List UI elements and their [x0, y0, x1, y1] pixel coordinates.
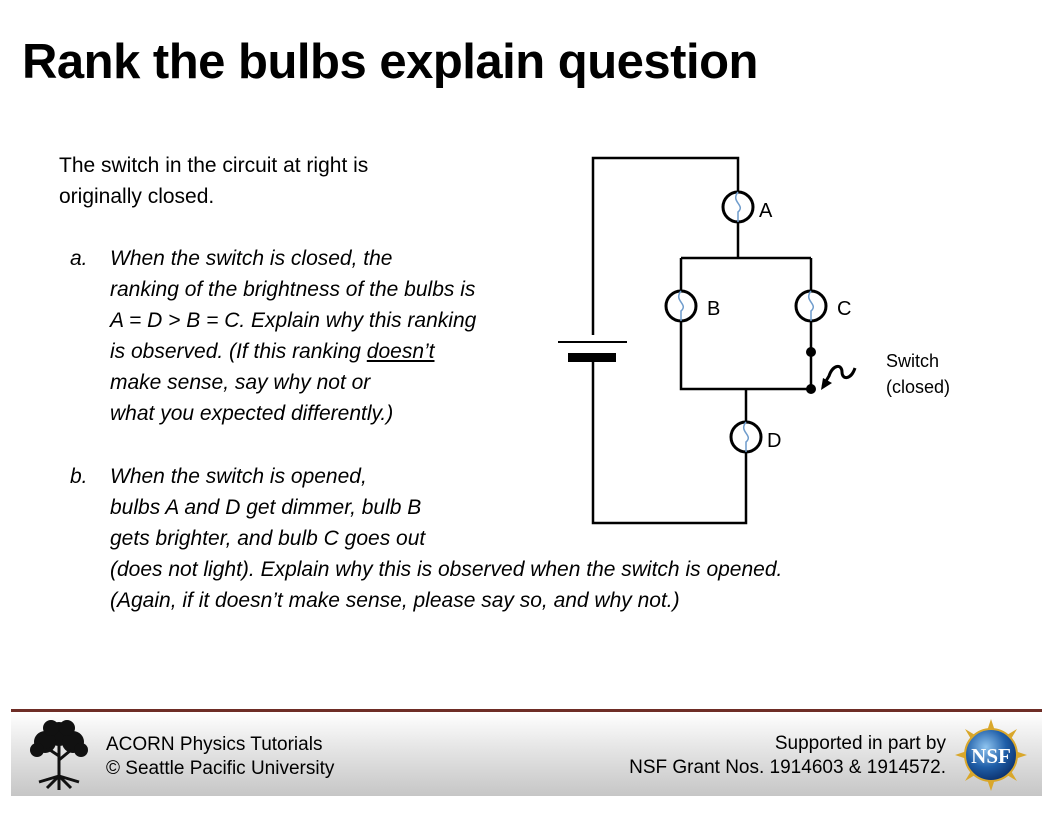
question-line: (does not light). Explain why this is observed when the switch is opened. — [110, 558, 783, 581]
battery-icon — [558, 342, 627, 362]
nsf-logo-icon — [955, 719, 1027, 791]
question-b-label: b. — [70, 465, 88, 488]
footer-line: Supported in part by — [774, 733, 946, 754]
switch-icon — [806, 347, 855, 394]
footer-line: © Seattle Pacific University — [106, 758, 335, 779]
footer-support — [629, 732, 946, 780]
bulb-label-a: A — [759, 200, 773, 222]
question-line: When the switch is opened, — [110, 465, 367, 488]
question-line: When the switch is closed, the — [110, 247, 393, 270]
bulb-a-icon — [723, 192, 753, 222]
intro-text — [59, 150, 368, 212]
question-line: gets brighter, and bulb C goes out — [110, 527, 426, 550]
bulb-label-c: C — [837, 298, 852, 320]
question-line-text: is observed. (If this ranking — [110, 340, 367, 363]
intro-line: The switch in the circuit at right is — [59, 154, 369, 177]
bulb-d-icon — [731, 422, 761, 452]
circuit-diagram — [550, 150, 970, 535]
bulb-label-b: B — [707, 298, 721, 320]
question-a-text — [110, 243, 476, 429]
question-line: make sense, say why not or — [110, 371, 371, 394]
underlined-word: doesn’t — [366, 340, 435, 363]
question-line: what you expected differently.) — [110, 402, 394, 425]
nsf-logo-text: NSF — [971, 744, 1011, 768]
footer-credits — [106, 733, 334, 781]
question-line: ranking of the brightness of the bulbs is — [110, 278, 476, 301]
footer-bar — [11, 709, 1042, 796]
question-line: A = D > B = C. Explain why this ranking — [110, 309, 477, 332]
bulb-b-icon — [666, 291, 696, 321]
bulb-c-icon — [796, 291, 826, 321]
question-line: (Again, if it doesn’t make sense, please say so, and why not.) — [110, 589, 680, 612]
tree-logo-icon — [27, 716, 91, 792]
switch-label: Switch — [886, 351, 940, 371]
footer-line: ACORN Physics Tutorials — [106, 734, 323, 755]
question-line: bulbs A and D get dimmer, bulb B — [110, 496, 422, 519]
switch-state-label: (closed) — [886, 377, 951, 397]
footer-line: NSF Grant Nos. 1914603 & 1914572. — [629, 757, 946, 778]
question-line — [110, 336, 476, 367]
slide-title: Rank the bulbs explain question — [22, 35, 758, 89]
circuit-wires — [593, 158, 811, 523]
question-a-label: a. — [70, 247, 88, 270]
intro-line: originally closed. — [59, 185, 215, 208]
bulb-label-d: D — [767, 430, 782, 452]
